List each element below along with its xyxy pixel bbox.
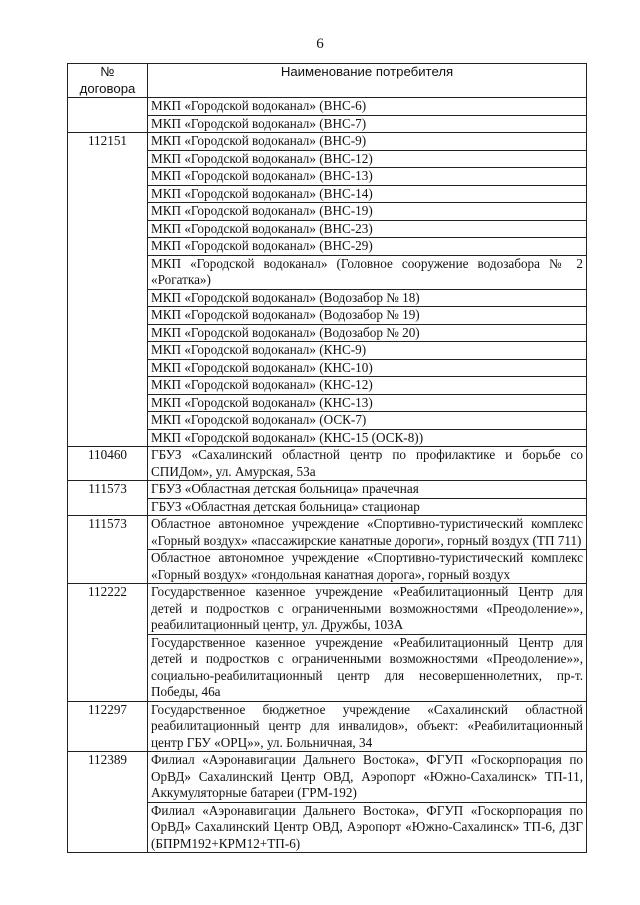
- consumer-name-cell: Государственное казенное учреждение «Реабилитационный Центр для детей и подростков с ограниченными возможностями «Преодоление»», социально-реабилитационный центр для несовершеннолетних, пр-т. Победы, 46а: [148, 634, 587, 701]
- table-row: [68, 133, 587, 151]
- consumer-name-cell: Филиал «Аэронавигации Дальнего Востока», ФГУП «Госкорпорация по ОрВД» Сахалинский Центр ОВД, Аэропорт «Южно-Сахалинск» ТП-11, Аккумуляторные батареи (ГРМ-192): [148, 752, 587, 803]
- page-number: 6: [316, 36, 324, 52]
- consumer-name-cell: МКП «Городской водоканал» (ВНС-12): [148, 150, 587, 168]
- consumer-name-cell: МКП «Городской водоканал» (Водозабор № 18): [148, 289, 587, 307]
- contract-number-cell: 111573: [68, 481, 148, 516]
- consumer-name-cell: МКП «Городской водоканал» (КНС-13): [148, 394, 587, 412]
- consumer-name-cell: ГБУЗ «Областная детская больница» прачечная: [148, 481, 587, 499]
- contract-number-cell: [68, 98, 148, 133]
- consumer-name-cell: МКП «Городской водоканал» (ВНС-9): [148, 133, 587, 151]
- consumer-name-cell: МКП «Городской водоканал» (Головное сооружение водозабора № 2 «Рогатка»): [148, 255, 587, 289]
- contract-number-cell: 110460: [68, 447, 148, 481]
- consumer-name-cell: МКП «Городской водоканал» (КНС-10): [148, 359, 587, 377]
- consumer-name-cell: МКП «Городской водоканал» (ВНС-14): [148, 185, 587, 203]
- consumer-name-cell: МКП «Городской водоканал» (ВНС-29): [148, 238, 587, 256]
- table-body: [68, 98, 587, 853]
- consumer-name-cell: МКП «Городской водоканал» (КНС-12): [148, 377, 587, 395]
- contract-number-cell: 111573: [68, 516, 148, 584]
- table-row: [68, 98, 587, 116]
- table-header-row: [68, 64, 587, 98]
- consumer-name-cell: МКП «Городской водоканал» (Водозабор № 19): [148, 307, 587, 325]
- table-row: [68, 447, 587, 481]
- header-contract-number: № договора: [68, 64, 148, 98]
- consumer-name-cell: МКП «Городской водоканал» (Водозабор № 20): [148, 324, 587, 342]
- table-row: [68, 752, 587, 803]
- consumer-name-cell: МКП «Городской водоканал» (КНС-9): [148, 342, 587, 360]
- header-consumer-name: Наименование потребителя: [148, 64, 587, 98]
- consumer-name-cell: МКП «Городской водоканал» (ВНС-23): [148, 220, 587, 238]
- table-row: [68, 584, 587, 635]
- consumer-name-cell: Областное автономное учреждение «Спортивно-туристический комплекс «Горный воздух» «гондольная канатная дорога», горный воздух: [148, 550, 587, 584]
- consumer-name-cell: Государственное казенное учреждение «Реабилитационный Центр для детей и подростков с ограниченными возможностями «Преодоление»», реабилитационный центр, ул. Дружбы, 103А: [148, 584, 587, 635]
- consumer-name-cell: Областное автономное учреждение «Спортивно-туристический комплекс «Горный воздух» «пассажирские канатные дороги», горный воздух (ТП 711): [148, 516, 587, 550]
- contract-number-cell: 112389: [68, 752, 148, 853]
- consumer-name-cell: МКП «Городской водоканал» (ВНС-19): [148, 203, 587, 221]
- table-row: [68, 701, 587, 752]
- consumer-table: [67, 63, 587, 853]
- consumer-name-cell: Государственное бюджетное учреждение «Сахалинский областной реабилитационный центр для инвалидов», объект: «Реабилитационный центр ГБУ «ОРЦ»», ул. Больничная, 34: [148, 701, 587, 752]
- consumer-name-cell: МКП «Городской водоканал» (КНС-15 (ОСК-8)): [148, 429, 587, 447]
- table-row: [68, 516, 587, 550]
- consumer-name-cell: Филиал «Аэронавигации Дальнего Востока», ФГУП «Госкорпорация по ОрВД» Сахалинский Центр ОВД, Аэропорт «Южно-Сахалинск» ТП-6, ДЗГ (БПРМ192+КРМ12+ТП-6): [148, 802, 587, 853]
- consumer-name-cell: ГБУЗ «Областная детская больница» стационар: [148, 498, 587, 516]
- consumer-name-cell: МКП «Городской водоканал» (ОСК-7): [148, 412, 587, 430]
- contract-number-cell: 112151: [68, 133, 148, 447]
- contract-number-cell: 112297: [68, 701, 148, 752]
- contract-number-cell: 112222: [68, 584, 148, 702]
- table-row: [68, 481, 587, 499]
- consumer-name-cell: МКП «Городской водоканал» (ВНС-6): [148, 98, 587, 116]
- consumer-name-cell: МКП «Городской водоканал» (ВНС-7): [148, 115, 587, 133]
- consumer-name-cell: ГБУЗ «Сахалинский областной центр по профилактике и борьбе со СПИДом», ул. Амурская, 53а: [148, 447, 587, 481]
- consumer-name-cell: МКП «Городской водоканал» (ВНС-13): [148, 168, 587, 186]
